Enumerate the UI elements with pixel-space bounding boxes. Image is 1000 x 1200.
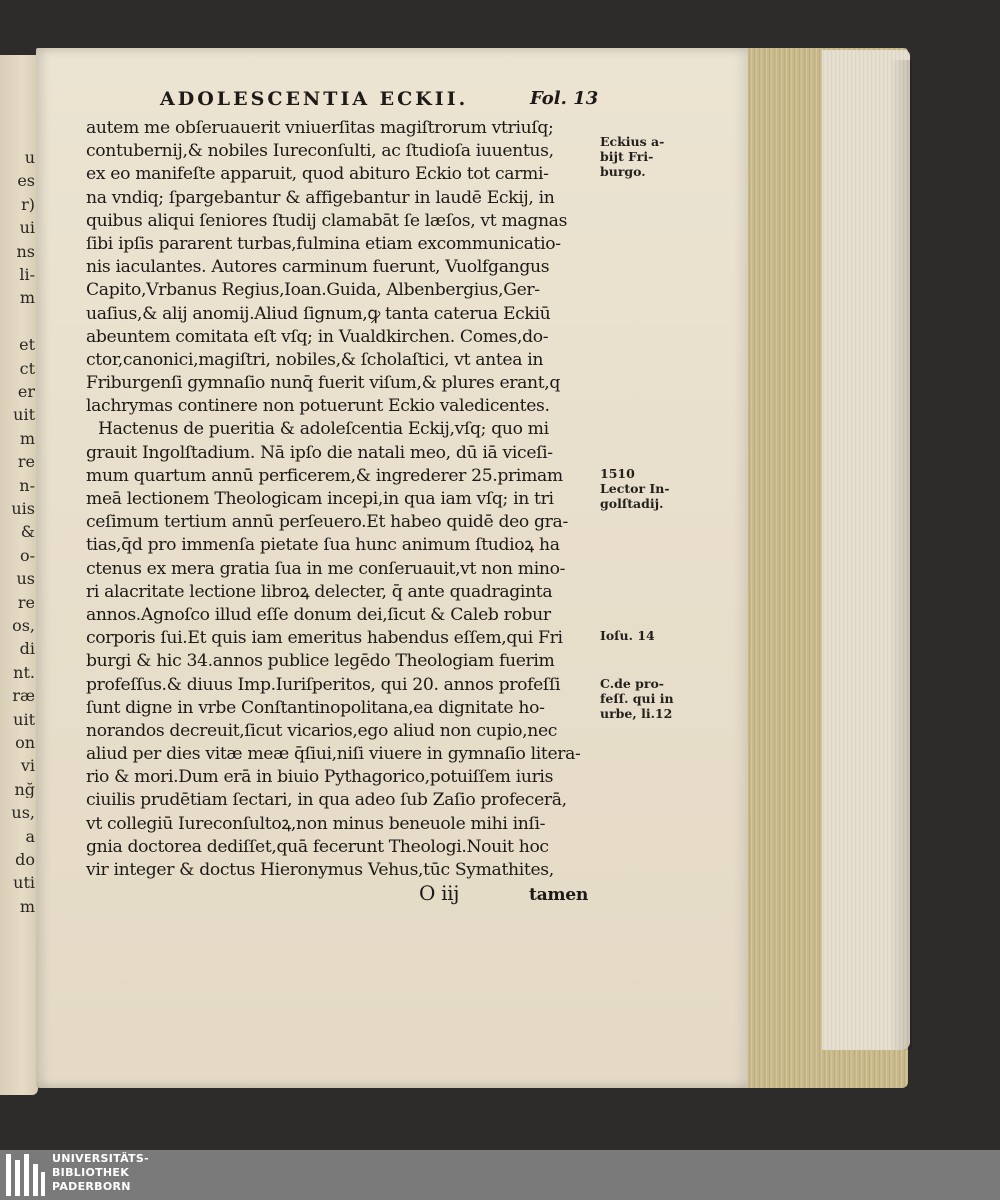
left-fragment: vi — [20, 758, 35, 775]
text-line: na vndiq; ſpargebantur & affigebantur in laudē Eckij, in — [86, 187, 555, 208]
body-text — [86, 117, 596, 905]
text-line: ſibi ipſis pararent turbas,fulmina etiam excommunicatio- — [86, 233, 561, 254]
library-footer — [0, 1150, 1000, 1200]
library-line-3: PADERBORN — [52, 1180, 131, 1193]
left-fragment: m — [19, 430, 35, 447]
text-line: ctor,canonici,magiſtri, nobiles,& ſcholaſtici, vt antea in — [86, 349, 544, 370]
text-line: vt collegiū Iureconſultoꝝ,non minus beneuole mihi inſi- — [86, 813, 546, 834]
text-line: annos.Agnoſco illud eſſe donum dei,ſicut & Caleb robur — [86, 604, 551, 625]
text-line: ciuilis prudētiam ſectari, in qua adeo ſub Zaſio profecerā, — [86, 790, 567, 811]
text-line: nis iaculantes. Autores carminum fuerunt, Vuolfgangus — [86, 257, 550, 278]
text-line: ex eo manifeſte apparuit, quod abituro Eckio tot carmi- — [86, 164, 549, 185]
left-fragment: a — [25, 828, 35, 845]
text-line: norandos decreuit,ſicut vicarios,ego aliud non cupio,nec — [86, 720, 558, 741]
left-fragment: uti — [13, 875, 35, 892]
margin-note-eckius: Eckius a- bijt Fri- burgo. — [600, 134, 665, 179]
left-fragment: m — [19, 290, 35, 307]
text-line: mum quartum annū perficerem,& ingrederer 25.primam — [86, 465, 563, 486]
text-line: Friburgenſi gymnaſio nunq̄ fuerit viſum,& plures erant,q — [86, 373, 561, 394]
left-fragment: u — [24, 150, 35, 166]
left-fragment: r) — [21, 196, 35, 213]
left-fragment: uis — [11, 501, 35, 517]
signature-mark: O iij — [419, 882, 460, 906]
library-line-1: UNIVERSITÄTS- — [52, 1152, 149, 1165]
page-header — [120, 88, 600, 116]
folio-number: Fol. 13 — [530, 88, 599, 109]
left-fragment: es — [17, 173, 35, 190]
margin-note-cod: C.de pro- feſſ. qui in urbe, li.12 — [600, 676, 674, 721]
left-fragment: et — [19, 337, 35, 354]
text-line: ctenus ex mera gratia ſua in me conſeruauit,vt non mino- — [86, 558, 566, 579]
left-fragment: os, — [12, 618, 35, 634]
text-line: ceſimum tertium annū perſeuero.Et habeo quidē deo gra- — [86, 512, 568, 533]
text-line: ri alacritate lectione libroꝝ delecter, q̄ ante quadraginta — [86, 581, 553, 602]
text-line: autem me obſeruauerit vniuerſitas magiſtrorum vtriuſq; — [86, 118, 554, 138]
left-fragment: nt. — [13, 664, 35, 681]
text-line: aliud per dies vitæ meæ q̄ſiui,niſi viuere in gymnaſio litera- — [86, 744, 581, 765]
left-fragment: uit — [13, 711, 35, 728]
running-title: ADOLESCENTIA ECKII. — [160, 88, 469, 110]
left-fragment: uit — [13, 407, 35, 424]
margin-note-iosu: Ioſu. 14 — [600, 628, 655, 643]
left-fragment: on — [15, 735, 35, 751]
text-line: Capito,Vrbanus Regius,Ioan.Guida, Albenbergius,Ger- — [86, 280, 540, 301]
left-fragment: ui — [19, 220, 35, 237]
left-page-edge — [0, 55, 38, 1095]
left-fragment: di — [19, 641, 35, 658]
left-fragment: o- — [19, 547, 35, 564]
text-line: gnia doctorea dediſſet,quā fecerunt Theologi.Nouit hoc — [86, 836, 549, 857]
text-line: lachrymas continere non potuerunt Eckio valedicentes. — [86, 396, 550, 417]
text-line: Hactenus de pueritia & adoleſcentia Eckij,vſq; quo mi — [98, 419, 549, 440]
left-fragment: us, — [11, 805, 35, 822]
text-line: abeuntem comitata eſt vſq; in Vualdkirchen. Comes,do- — [86, 326, 549, 347]
page-block-shadow — [890, 60, 912, 1050]
library-logo-text — [52, 1152, 149, 1194]
left-fragment: re — [17, 454, 35, 471]
catchword: tamen — [529, 885, 588, 906]
library-line-2: BIBLIOTHEK — [52, 1166, 130, 1179]
text-line: ſunt digne in vrbe Conſtantinopolitana,ea dignitate ho- — [86, 697, 545, 718]
text-line: uaſius,& alij anomij.Aliud ſignum,ꝙ tanta caterua Eckiū — [86, 303, 551, 324]
left-fragment: ræ — [12, 688, 35, 705]
text-line: vir integer & doctus Hieronymus Vehus,tūc Symathites, — [86, 860, 554, 880]
library-logo-icon — [6, 1154, 46, 1196]
text-line: rio & mori.Dum erā in biuio Pythagorico,potuiſſem iuris — [86, 767, 554, 788]
text-line: profeſſus.& diuus Imp.Iuriſperitos, qui 20. annos profeſſi — [86, 674, 561, 695]
text-line: burgi & hic 34.annos publice legēdo Theologiam fuerim — [86, 651, 555, 672]
left-fragment: li- — [19, 267, 35, 283]
text-line: quibus aliqui ſeniores ſtudij clamabāt ſe læſos, vt magnas — [86, 210, 568, 231]
left-fragment: m — [19, 898, 35, 915]
left-fragment: ct — [19, 360, 35, 377]
text-line: tias,q̄d pro immenſa pietate ſua hunc animum ſtudioꝝ ha — [86, 535, 560, 556]
text-line: meā lectionem Theologicam incepi,in qua iam vſq; in tri — [86, 489, 554, 509]
left-fragment: re — [17, 594, 35, 611]
left-fragment: n- — [19, 477, 35, 494]
left-fragment: nğ — [14, 781, 35, 798]
text-line: corporis ſui.Et quis iam emeritus habendus eſſem,qui Fri — [86, 628, 563, 649]
text-line: contubernij,& nobiles Iureconſulti, ac ſtudioſa iuuentus, — [86, 141, 554, 162]
left-fragment: ns — [16, 243, 35, 260]
left-fragment: er — [17, 384, 35, 400]
catchword-line — [86, 882, 596, 905]
left-fragment: do — [15, 852, 35, 868]
text-line: grauit Ingolſtadium. Nā ipſo die natali meo, dū iā viceſi- — [86, 442, 553, 463]
margin-note-lector: 1510 Lector In- golſtadij. — [600, 466, 670, 511]
left-fragment: us — [16, 571, 35, 588]
left-fragment: & — [20, 524, 35, 541]
